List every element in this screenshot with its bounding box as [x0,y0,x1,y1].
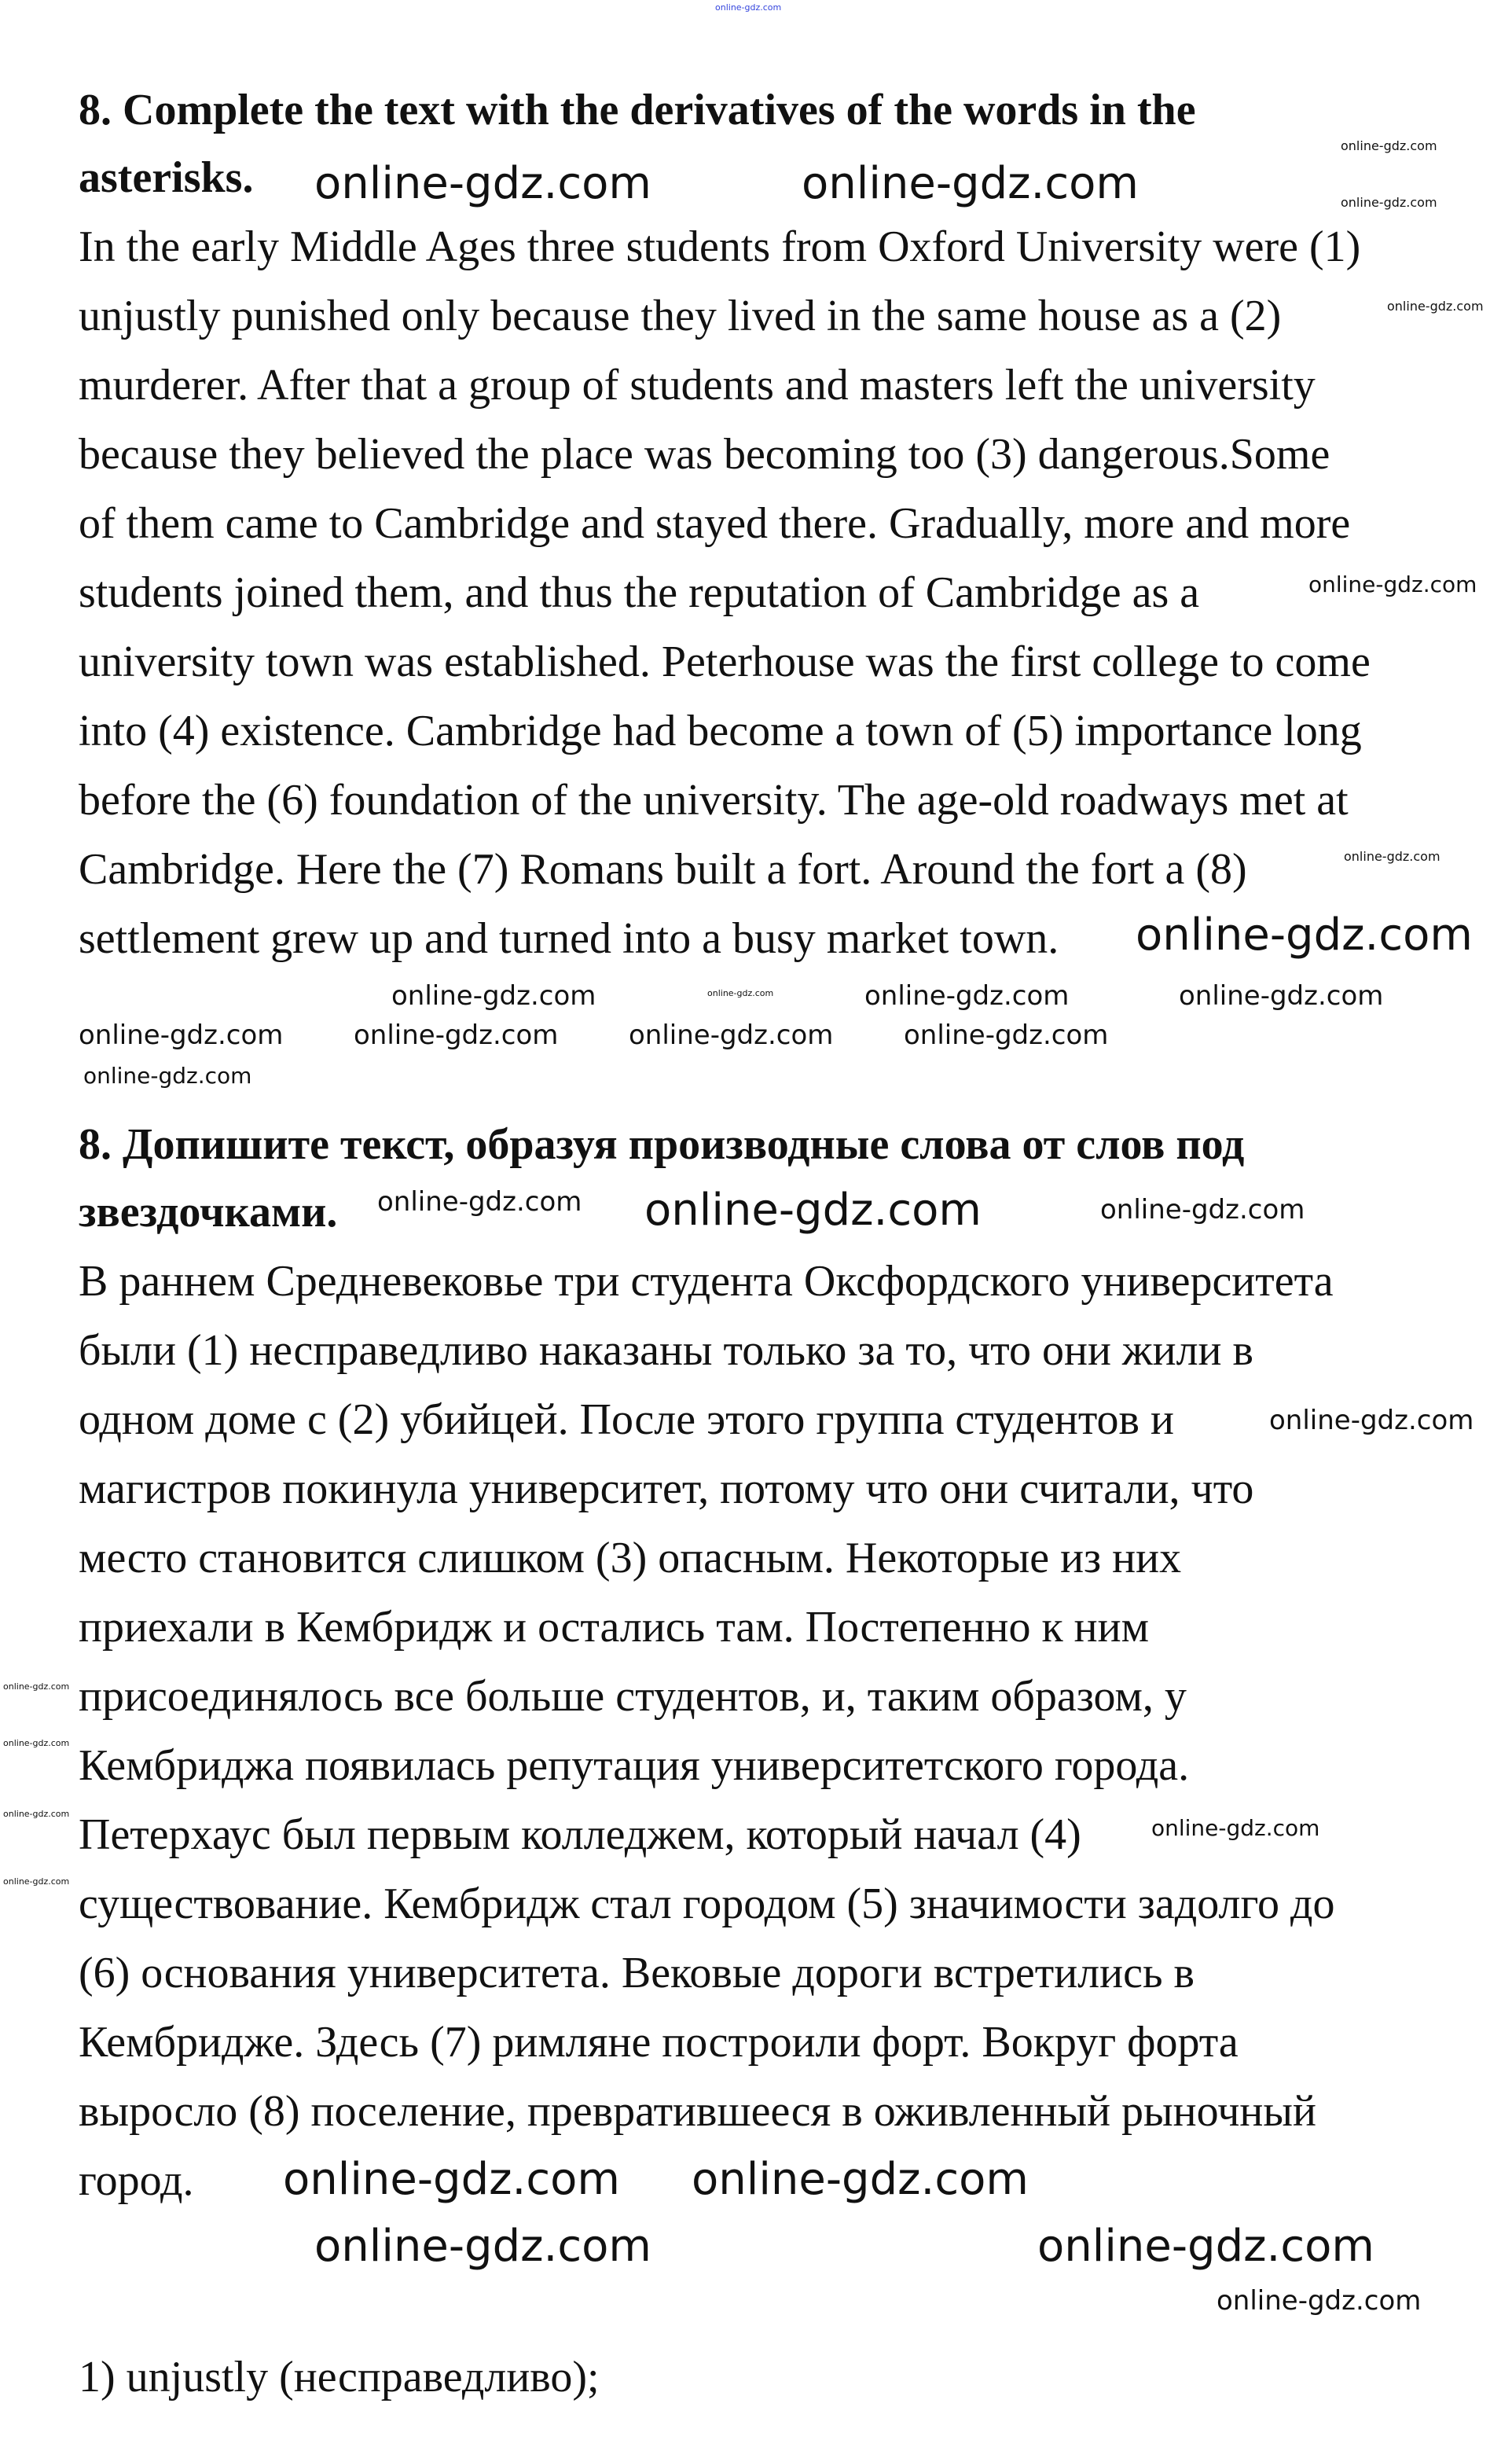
text-line: выросло (8) поселение, превратившееся в оживленный рыночный [79,2087,1316,2136]
watermark: online-gdz.com [1151,1815,1320,1841]
watermark: online-gdz.com [1344,849,1440,864]
watermark: online-gdz.com [283,2154,620,2205]
watermark: online-gdz.com [391,980,596,1012]
text-line: before the (6) foundation of the university. The age-old roadways met at [79,776,1349,825]
text-line: В раннем Средневековье три студента Оксфордского университета [79,1257,1334,1306]
watermark: online-gdz.com [692,2154,1029,2205]
watermark: online-gdz.com [314,2221,651,2272]
text-line: приехали в Кембридж и остались там. Постепенно к ним [79,1603,1150,1652]
text-line: because they believed the place was becoming too (3) dangerous.Some [79,430,1330,479]
text-line: university town was established. Peterhouse was the first college to come [79,638,1371,686]
heading-line: звездочками. [79,1188,338,1237]
heading-line: asterisks. [79,153,254,202]
watermark: online-gdz.com [1179,980,1384,1012]
watermark: online-gdz.com [707,988,774,998]
watermark: online-gdz.com [1341,138,1437,153]
text-line: (6) основания университета. Вековые дороги встретились в [79,1949,1195,1997]
watermark: online-gdz.com [83,1063,252,1089]
watermark: online-gdz.com [802,158,1139,209]
watermark: online-gdz.com [1100,1194,1305,1226]
watermark: online-gdz.com [904,1020,1109,1051]
watermark: online-gdz.com [3,1876,70,1887]
text-line: In the early Middle Ages three students from Oxford University were (1) [79,222,1361,271]
watermark: online-gdz.com [1269,1405,1474,1436]
heading-line: 8. Complete the text with the derivatives of the words in the [79,86,1196,134]
text-line: students joined them, and thus the reputation of Cambridge as a [79,568,1200,617]
answer-line: 1) unjustly (несправедливо); [79,2353,600,2401]
text-line: settlement grew up and turned into a busy market town. [79,914,1059,963]
text-line: unjustly punished only because they lived in the same house as a (2) [79,292,1282,340]
text-line: Кембриджа появилась репутация университетского города. [79,1741,1190,1790]
heading-line: 8. Допишите текст, образуя производные слова от слов под [79,1120,1245,1169]
text-line: существование. Кембридж стал городом (5) значимости задолго до [79,1880,1335,1928]
text-line: город. [79,2156,194,2205]
watermark: online-gdz.com [1037,2221,1374,2272]
watermark: online-gdz.com [377,1186,582,1218]
watermark: online-gdz.com [3,1809,70,1819]
watermark: online-gdz.com [354,1020,559,1051]
watermark: online-gdz.com [644,1185,982,1236]
watermark: online-gdz.com [3,1681,70,1692]
text-line: магистров покинула университет, потому что они считали, что [79,1464,1254,1513]
text-line: into (4) existence. Cambridge had become a town of (5) importance long [79,707,1362,755]
watermark: online-gdz.com [1136,909,1473,961]
text-line: of them came to Cambridge and stayed there. Gradually, more and more [79,499,1351,548]
text-line: место становится слишком (3) опасным. Некоторые из них [79,1534,1182,1582]
watermark: online-gdz.com [79,1020,284,1051]
watermark: online-gdz.com [1387,299,1484,314]
watermark: online-gdz.com [314,158,651,209]
text-line: одном доме с (2) убийцей. После этого группа студентов и [79,1395,1174,1444]
top-watermark: online-gdz.com [715,2,782,13]
text-line: Cambridge. Here the (7) Romans built a fort. Around the fort a (8) [79,845,1247,894]
watermark: online-gdz.com [1341,195,1437,210]
text-line: murderer. After that a group of students and masters left the university [79,361,1316,410]
text-line: присоединялось все больше студентов, и, таким образом, у [79,1672,1187,1721]
watermark: online-gdz.com [1308,571,1477,597]
watermark: online-gdz.com [1217,2285,1422,2317]
text-line: были (1) несправедливо наказаны только за то, что они жили в [79,1326,1253,1375]
watermark: online-gdz.com [864,980,1070,1012]
text-line: Кембридже. Здесь (7) римляне построили форт. Вокруг форта [79,2018,1239,2067]
watermark: online-gdz.com [3,1738,70,1748]
watermark: online-gdz.com [629,1020,834,1051]
text-line: Петерхаус был первым колледжем, который начал (4) [79,1810,1081,1859]
